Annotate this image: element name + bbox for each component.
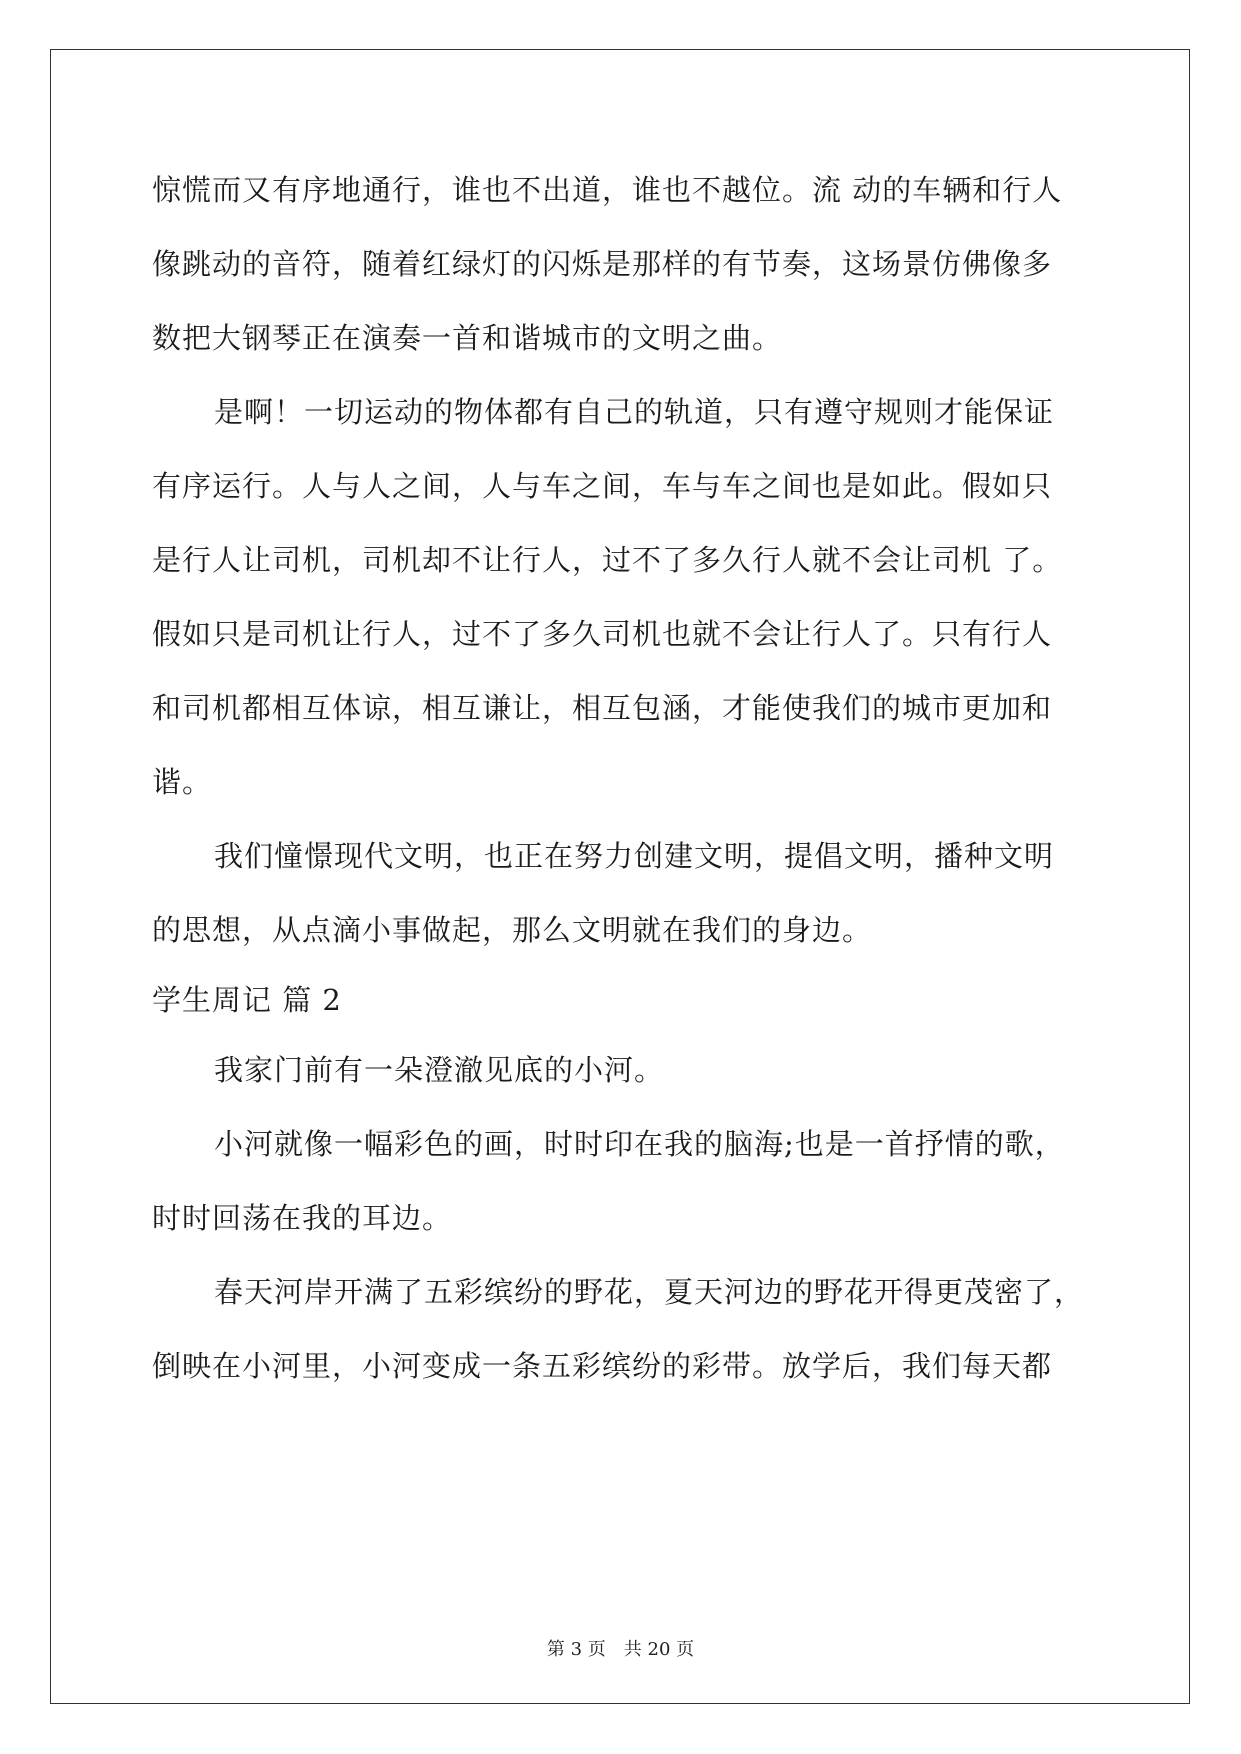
text-line-1: 惊慌而又有序地通行，谁也不出道，谁也不越位。流 动的车辆和行人 [152, 173, 1063, 207]
section-heading: 学生周记 篇 2 [152, 983, 342, 1017]
text-line-11: 的思想，从点滴小事做起，那么文明就在我们的身边。 [152, 913, 873, 947]
page-number: 第 3 页 共 20 页 [546, 1639, 695, 1660]
text-line-2: 像跳动的音符，随着红绿灯的闪烁是那样的有节奏，这场景仿佛像多 [152, 247, 1053, 281]
page-border [50, 49, 1190, 1704]
text-line-10: 我们憧憬现代文明，也正在努力创建文明，提倡文明，播种文明 [214, 839, 1055, 873]
text-line-7: 假如只是司机让行人，过不了多久司机也就不会让行人了。只有行人 [152, 617, 1053, 651]
text-line-13: 我家门前有一朵澄澈见底的小河。 [214, 1053, 665, 1087]
text-line-9: 谐。 [152, 765, 213, 799]
text-line-6: 是行人让司机，司机却不让行人，过不了多久行人就不会让司机 了。 [152, 543, 1063, 577]
text-line-4: 是啊！一切运动的物体都有自己的轨道，只有遵守规则才能保证 [214, 395, 1055, 429]
text-line-15: 时时回荡在我的耳边。 [152, 1201, 453, 1235]
text-line-17: 倒映在小河里，小河变成一条五彩缤纷的彩带。放学后，我们每天都 [152, 1349, 1053, 1383]
text-line-5: 有序运行。人与人之间，人与车之间，车与车之间也是如此。假如只 [152, 469, 1053, 503]
text-line-3: 数把大钢琴正在演奏一首和谐城市的文明之曲。 [152, 321, 783, 355]
text-line-8: 和司机都相互体谅，相互谦让，相互包涵，才能使我们的城市更加和 [152, 691, 1053, 725]
text-line-16: 春天河岸开满了五彩缤纷的野花，夏天河边的野花开得更茂密了， [214, 1275, 1085, 1309]
text-line-14: 小河就像一幅彩色的画，时时印在我的脑海;也是一首抒情的歌， [214, 1127, 1065, 1161]
